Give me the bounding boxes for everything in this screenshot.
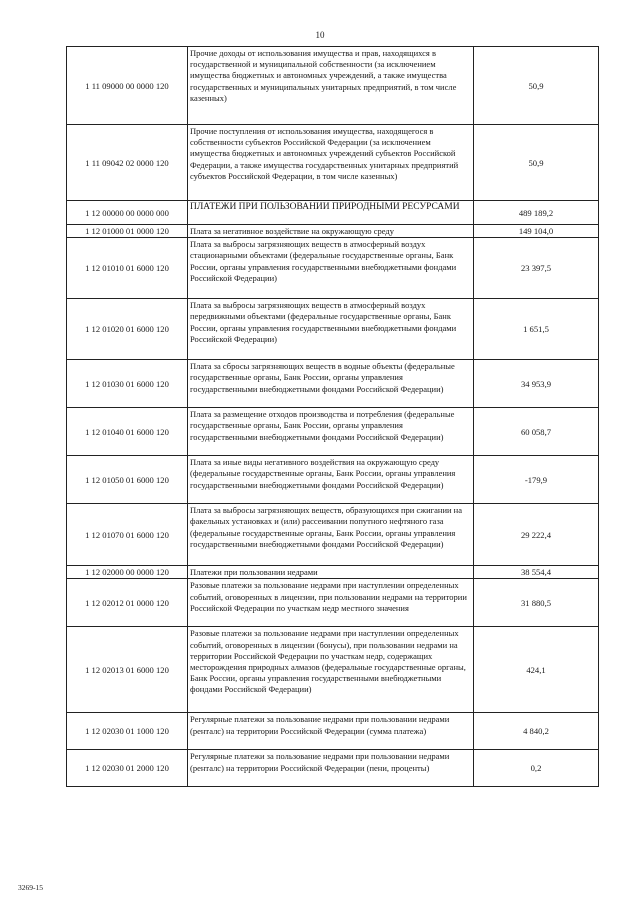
amount: 38 554,4 bbox=[474, 566, 599, 579]
budget-code: 1 11 09000 00 0000 120 bbox=[67, 47, 188, 125]
table-row bbox=[67, 360, 599, 408]
revenue-name: Разовые платежи за пользование недрами при наступлении определенных событий, оговоренных в лицензии, при пользовании недрами на территории Российской Федерации по участкам недр местного значения bbox=[188, 579, 474, 627]
budget-code: 1 12 01010 01 6000 120 bbox=[67, 238, 188, 299]
amount: 149 104,0 bbox=[474, 225, 599, 238]
amount: 1 651,5 bbox=[474, 299, 599, 360]
budget-code: 1 12 02000 00 0000 120 bbox=[67, 566, 188, 579]
amount: 60 058,7 bbox=[474, 408, 599, 456]
table-row bbox=[67, 627, 599, 713]
revenue-name: Платежи при пользовании недрами bbox=[188, 566, 474, 579]
revenue-name: Прочие доходы от использования имущества и прав, находящихся в государственной и муниципальной собственности (за исключением имущества бюджетных и автономных учреждений, а также имущества государственных и муниципальных унитарных предприятий, в том числе казенных) bbox=[188, 47, 474, 125]
table-row bbox=[67, 579, 599, 627]
table-row bbox=[67, 238, 599, 299]
table-row bbox=[67, 750, 599, 787]
table-row bbox=[67, 566, 599, 579]
revenue-name: Регулярные платежи за пользование недрами при пользовании недрами (ренталс) на территории Российской Федерации (сумма платежа) bbox=[188, 713, 474, 750]
amount: 50,9 bbox=[474, 47, 599, 125]
budget-code: 1 12 02030 01 2000 120 bbox=[67, 750, 188, 787]
budget-code: 1 12 01000 01 0000 120 bbox=[67, 225, 188, 238]
revenue-name: Плата за размещение отходов производства и потребления (федеральные государственные органы, Банк России, органы управления государственными внебюджетными фондами Российской Федерации) bbox=[188, 408, 474, 456]
table-row bbox=[67, 225, 599, 238]
budget-code: 1 12 01030 01 6000 120 bbox=[67, 360, 188, 408]
table-row bbox=[67, 47, 599, 125]
revenue-name: Регулярные платежи за пользование недрами при пользовании недрами (ренталс) на территории Российской Федерации (пени, проценты) bbox=[188, 750, 474, 787]
budget-code: 1 11 09042 02 0000 120 bbox=[67, 125, 188, 201]
amount: 23 397,5 bbox=[474, 238, 599, 299]
budget-code: 1 12 02012 01 0000 120 bbox=[67, 579, 188, 627]
amount: 34 953,9 bbox=[474, 360, 599, 408]
revenue-name: Плата за сбросы загрязняющих веществ в водные объекты (федеральные государственные органы, Банк России, органы управления государственными внебюджетными фондами Российской Федерации) bbox=[188, 360, 474, 408]
table-row bbox=[67, 408, 599, 456]
revenue-name: Плата за иные виды негативного воздействия на окружающую среду (федеральные государственные органы, Банк России, органы управления государственными внебюджетными фондами Российской Федерации) bbox=[188, 456, 474, 504]
amount: 4 840,2 bbox=[474, 713, 599, 750]
revenue-name: Плата за выбросы загрязняющих веществ в атмосферный воздух стационарными объектами (федеральные государственные органы, Банк России, органы управления государственными внебюджетными фондами Российской Федерации) bbox=[188, 238, 474, 299]
revenue-name: Плата за выбросы загрязняющих веществ, образующихся при сжигании на факельных установках и (или) рассеивании попутного нефтяного газа (федеральные государственные органы, Банк России, органы управления государственными внебюджетными фондами Российской Федерации) bbox=[188, 504, 474, 566]
revenue-name: Плата за выбросы загрязняющих веществ в атмосферный воздух передвижными объектами (федеральные государственные органы, Банк России, органы управления государственными внебюджетными фондами Российской Федерации) bbox=[188, 299, 474, 360]
table-row bbox=[67, 504, 599, 566]
amount: -179,9 bbox=[474, 456, 599, 504]
budget-code: 1 12 01040 01 6000 120 bbox=[67, 408, 188, 456]
table-row bbox=[67, 125, 599, 201]
budget-code: 1 12 02013 01 6000 120 bbox=[67, 627, 188, 713]
revenue-name: Разовые платежи за пользование недрами при наступлении определенных событий, оговоренных в лицензии (бонусы), при пользовании недрами на территории Российской Федерации по участкам недр, содержащих месторождения природных алмазов (федеральные государственные органы, Банк России, органы управления государственными внебюджетными фондами Российской Федерации) bbox=[188, 627, 474, 713]
revenue-name: Плата за негативное воздействие на окружающую среду bbox=[188, 225, 474, 238]
page-number: 10 bbox=[315, 30, 325, 40]
budget-code: 1 12 00000 00 0000 000 bbox=[67, 201, 188, 225]
budget-code: 1 12 01070 01 6000 120 bbox=[67, 504, 188, 566]
amount: 29 222,4 bbox=[474, 504, 599, 566]
amount: 50,9 bbox=[474, 125, 599, 201]
table-row bbox=[67, 299, 599, 360]
amount: 0,2 bbox=[474, 750, 599, 787]
amount: 424,1 bbox=[474, 627, 599, 713]
budget-revenue-table bbox=[66, 46, 599, 787]
document-code: 3269-15 bbox=[18, 883, 43, 892]
budget-code: 1 12 01050 01 6000 120 bbox=[67, 456, 188, 504]
budget-code: 1 12 02030 01 1000 120 bbox=[67, 713, 188, 750]
revenue-name: ПЛАТЕЖИ ПРИ ПОЛЬЗОВАНИИ ПРИРОДНЫМИ РЕСУРСАМИ bbox=[188, 201, 474, 225]
amount: 489 189,2 bbox=[474, 201, 599, 225]
table-row bbox=[67, 713, 599, 750]
amount: 31 880,5 bbox=[474, 579, 599, 627]
table-row bbox=[67, 456, 599, 504]
budget-code: 1 12 01020 01 6000 120 bbox=[67, 299, 188, 360]
table-row bbox=[67, 201, 599, 225]
revenue-name: Прочие поступления от использования имущества, находящегося в собственности субъектов Российской Федерации (за исключением имущества бюджетных и автономных учреждений субъектов Российской Федерации, а также имущества государственных унитарных предприятий субъектов Российской Федерации, в том числе казенных) bbox=[188, 125, 474, 201]
